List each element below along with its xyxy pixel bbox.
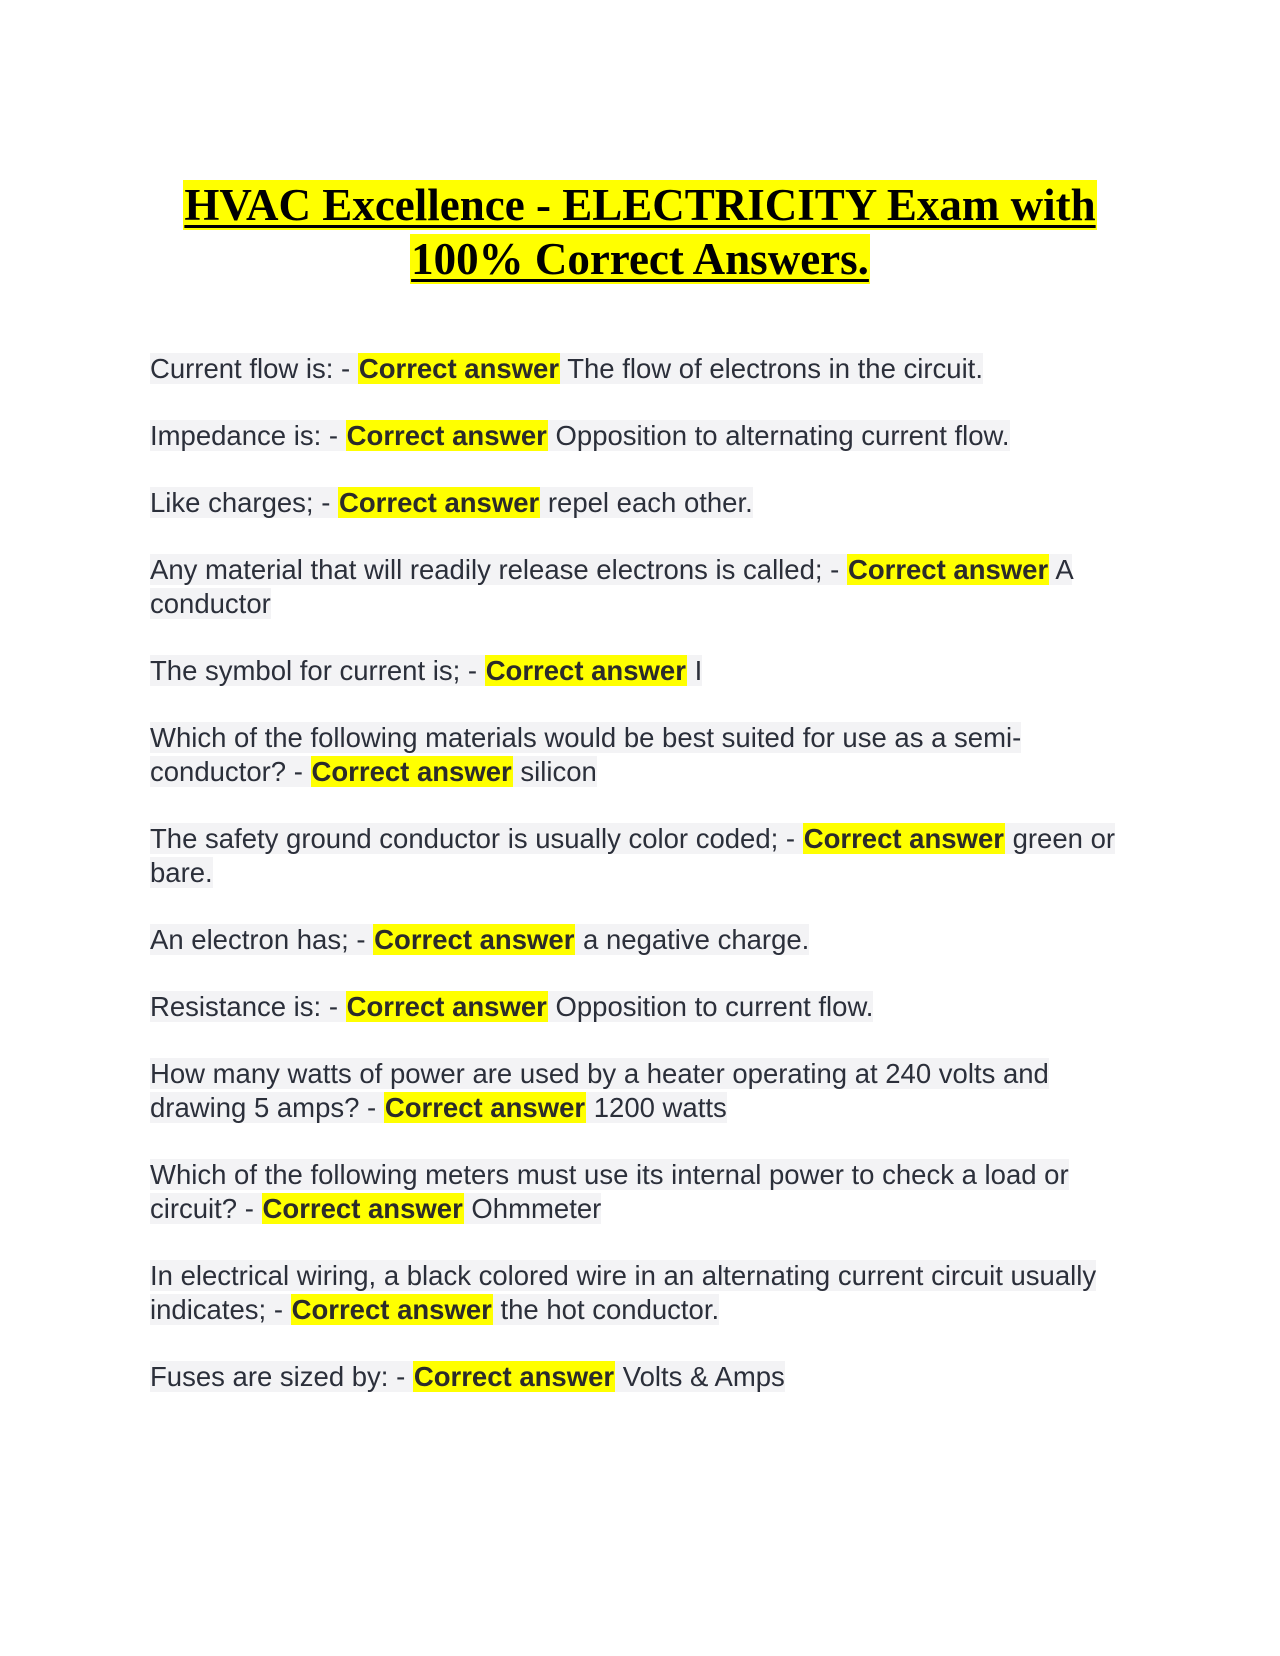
qa-item (150, 721, 1140, 789)
answer-text (493, 1294, 719, 1325)
question-text: An electron has; - (150, 924, 374, 955)
qa-item (150, 990, 1140, 1024)
correct-answer-label: Correct answer (384, 1092, 586, 1123)
answer-value: Opposition to current flow. (555, 991, 874, 1022)
question-text: Any material that will readily release electrons is called; - (150, 554, 847, 585)
correct-answer-label: Correct answer (262, 1193, 463, 1224)
question-text: Resistance is: - (150, 991, 346, 1022)
question-text: Which of the following materials would be best suited for use as a semi-conductor? - (150, 722, 1022, 787)
correct-answer-label: Correct answer (339, 487, 540, 518)
qa-list (150, 352, 1140, 1427)
question-text: Which of the following meters must use its internal power to check a load or circuit? - (150, 1159, 1069, 1224)
qa-item (150, 1360, 1140, 1394)
answer-value: a negative charge. (583, 924, 810, 955)
question-text: In electrical wiring, a black colored wire in an alternating current circuit usually indicates; - (150, 1260, 1097, 1325)
answer-text (615, 1361, 785, 1392)
qa-item (150, 923, 1140, 957)
answer-text (560, 353, 983, 384)
answer-value: Ohmmeter (471, 1193, 602, 1224)
qa-item (150, 1057, 1140, 1125)
question-text: How many watts of power are used by a heater operating at 240 volts and drawing 5 amps? - (150, 1058, 1049, 1123)
answer-value: The flow of electrons in the circuit. (567, 353, 983, 384)
question-text: The safety ground conductor is usually color coded; - (150, 823, 803, 854)
question-text: Current flow is: - (150, 353, 358, 384)
answer-value: Volts & Amps (622, 1361, 785, 1392)
document-title-text: HVAC Excellence - ELECTRICITY Exam with 100% Correct Answers. (184, 180, 1096, 285)
answer-text (540, 487, 753, 518)
answer-value: repel each other. (547, 487, 753, 518)
correct-answer-label: Correct answer (346, 991, 547, 1022)
correct-answer-label: Correct answer (485, 655, 686, 686)
correct-answer-label: Correct answer (346, 420, 547, 451)
question-text: Impedance is: - (150, 420, 346, 451)
qa-item (150, 1158, 1140, 1226)
qa-item (150, 352, 1140, 386)
answer-text (513, 756, 597, 787)
qa-item (150, 553, 1140, 621)
correct-answer-label: Correct answer (291, 1294, 492, 1325)
qa-item (150, 486, 1140, 520)
qa-item (150, 1259, 1140, 1327)
correct-answer-label: Correct answer (847, 554, 1049, 585)
correct-answer-label: Correct answer (311, 756, 512, 787)
correct-answer-label: Correct answer (803, 823, 1004, 854)
answer-value: green or bare. (150, 823, 1116, 888)
question-text: Like charges; - (150, 487, 339, 518)
qa-item (150, 822, 1140, 890)
answer-value: the hot conductor. (500, 1294, 720, 1325)
answer-value: A conductor (150, 554, 1073, 619)
answer-text (548, 420, 1010, 451)
qa-item (150, 419, 1140, 453)
answer-text (548, 991, 874, 1022)
answer-text (687, 655, 702, 686)
document-title (130, 178, 1150, 286)
answer-value: 1200 watts (593, 1092, 727, 1123)
answer-value: silicon (520, 756, 597, 787)
correct-answer-label: Correct answer (358, 353, 560, 384)
answer-text (575, 924, 809, 955)
answer-value: I (694, 655, 703, 686)
question-text: Fuses are sized by: - (150, 1361, 413, 1392)
question-text: The symbol for current is; - (150, 655, 485, 686)
qa-item (150, 654, 1140, 688)
answer-value: Opposition to alternating current flow. (555, 420, 1010, 451)
answer-text (586, 1092, 727, 1123)
correct-answer-label: Correct answer (413, 1361, 615, 1392)
answer-text (464, 1193, 602, 1224)
correct-answer-label: Correct answer (374, 924, 575, 955)
